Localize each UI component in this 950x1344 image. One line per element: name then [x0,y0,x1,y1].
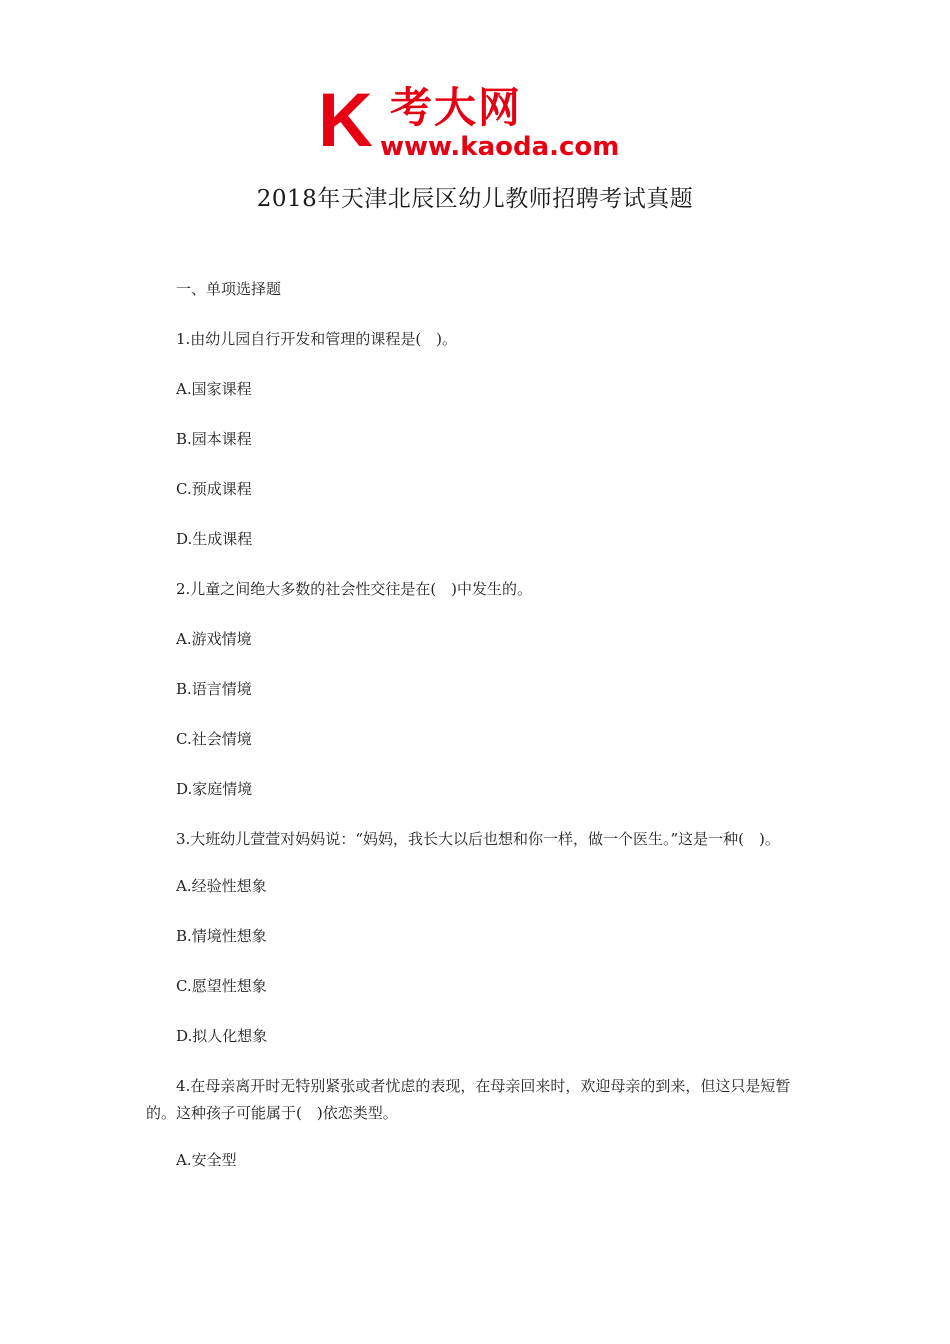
option-item: D.生成课程 [176,530,253,548]
option-item: A.安全型 [176,1151,237,1169]
option-item: A.经验性想象 [176,877,267,895]
option-item: C.愿望性想象 [176,977,267,995]
logo-letter: K [318,82,373,160]
question-stem: 4.在母亲离开时无特别紧张或者忧虑的表现，在母亲回来时，欢迎母亲的到来，但这只是短暂的。这种孩子可能属于( )依恋类型。 [146,1077,791,1122]
logo-url-text: www.kaoda.com [380,132,620,160]
document-body [146,276,810,1197]
kaoda-logo [318,82,638,160]
option-item: C.预成课程 [176,480,252,498]
question-stem: 2.儿童之间绝大多数的社会性交往是在( )中发生的。 [176,580,533,598]
option-item: B.情境性想象 [176,927,267,945]
question-stem: 3.大班幼儿萱萱对妈妈说：“妈妈，我长大以后也想和你一样，做一个医生。”这是一种( )。 [176,830,780,848]
document-title: 2018年天津北辰区幼儿教师招聘考试真题 [256,186,694,212]
question-stem: 1.由幼儿园自行开发和管理的课程是( )。 [176,330,458,348]
option-item: D.家庭情境 [176,780,253,798]
option-item: A.国家课程 [176,380,252,398]
option-item: A.游戏情境 [176,630,252,648]
logo-cn-text: 考大网 [390,83,523,132]
option-item: C.社会情境 [176,730,252,748]
section-heading: 一、单项选择题 [176,280,282,298]
option-item: B.语言情境 [176,680,252,698]
option-item: D.拟人化想象 [176,1027,268,1045]
option-item: B.园本课程 [176,430,252,448]
kaoda-logo-graphic [318,82,638,160]
